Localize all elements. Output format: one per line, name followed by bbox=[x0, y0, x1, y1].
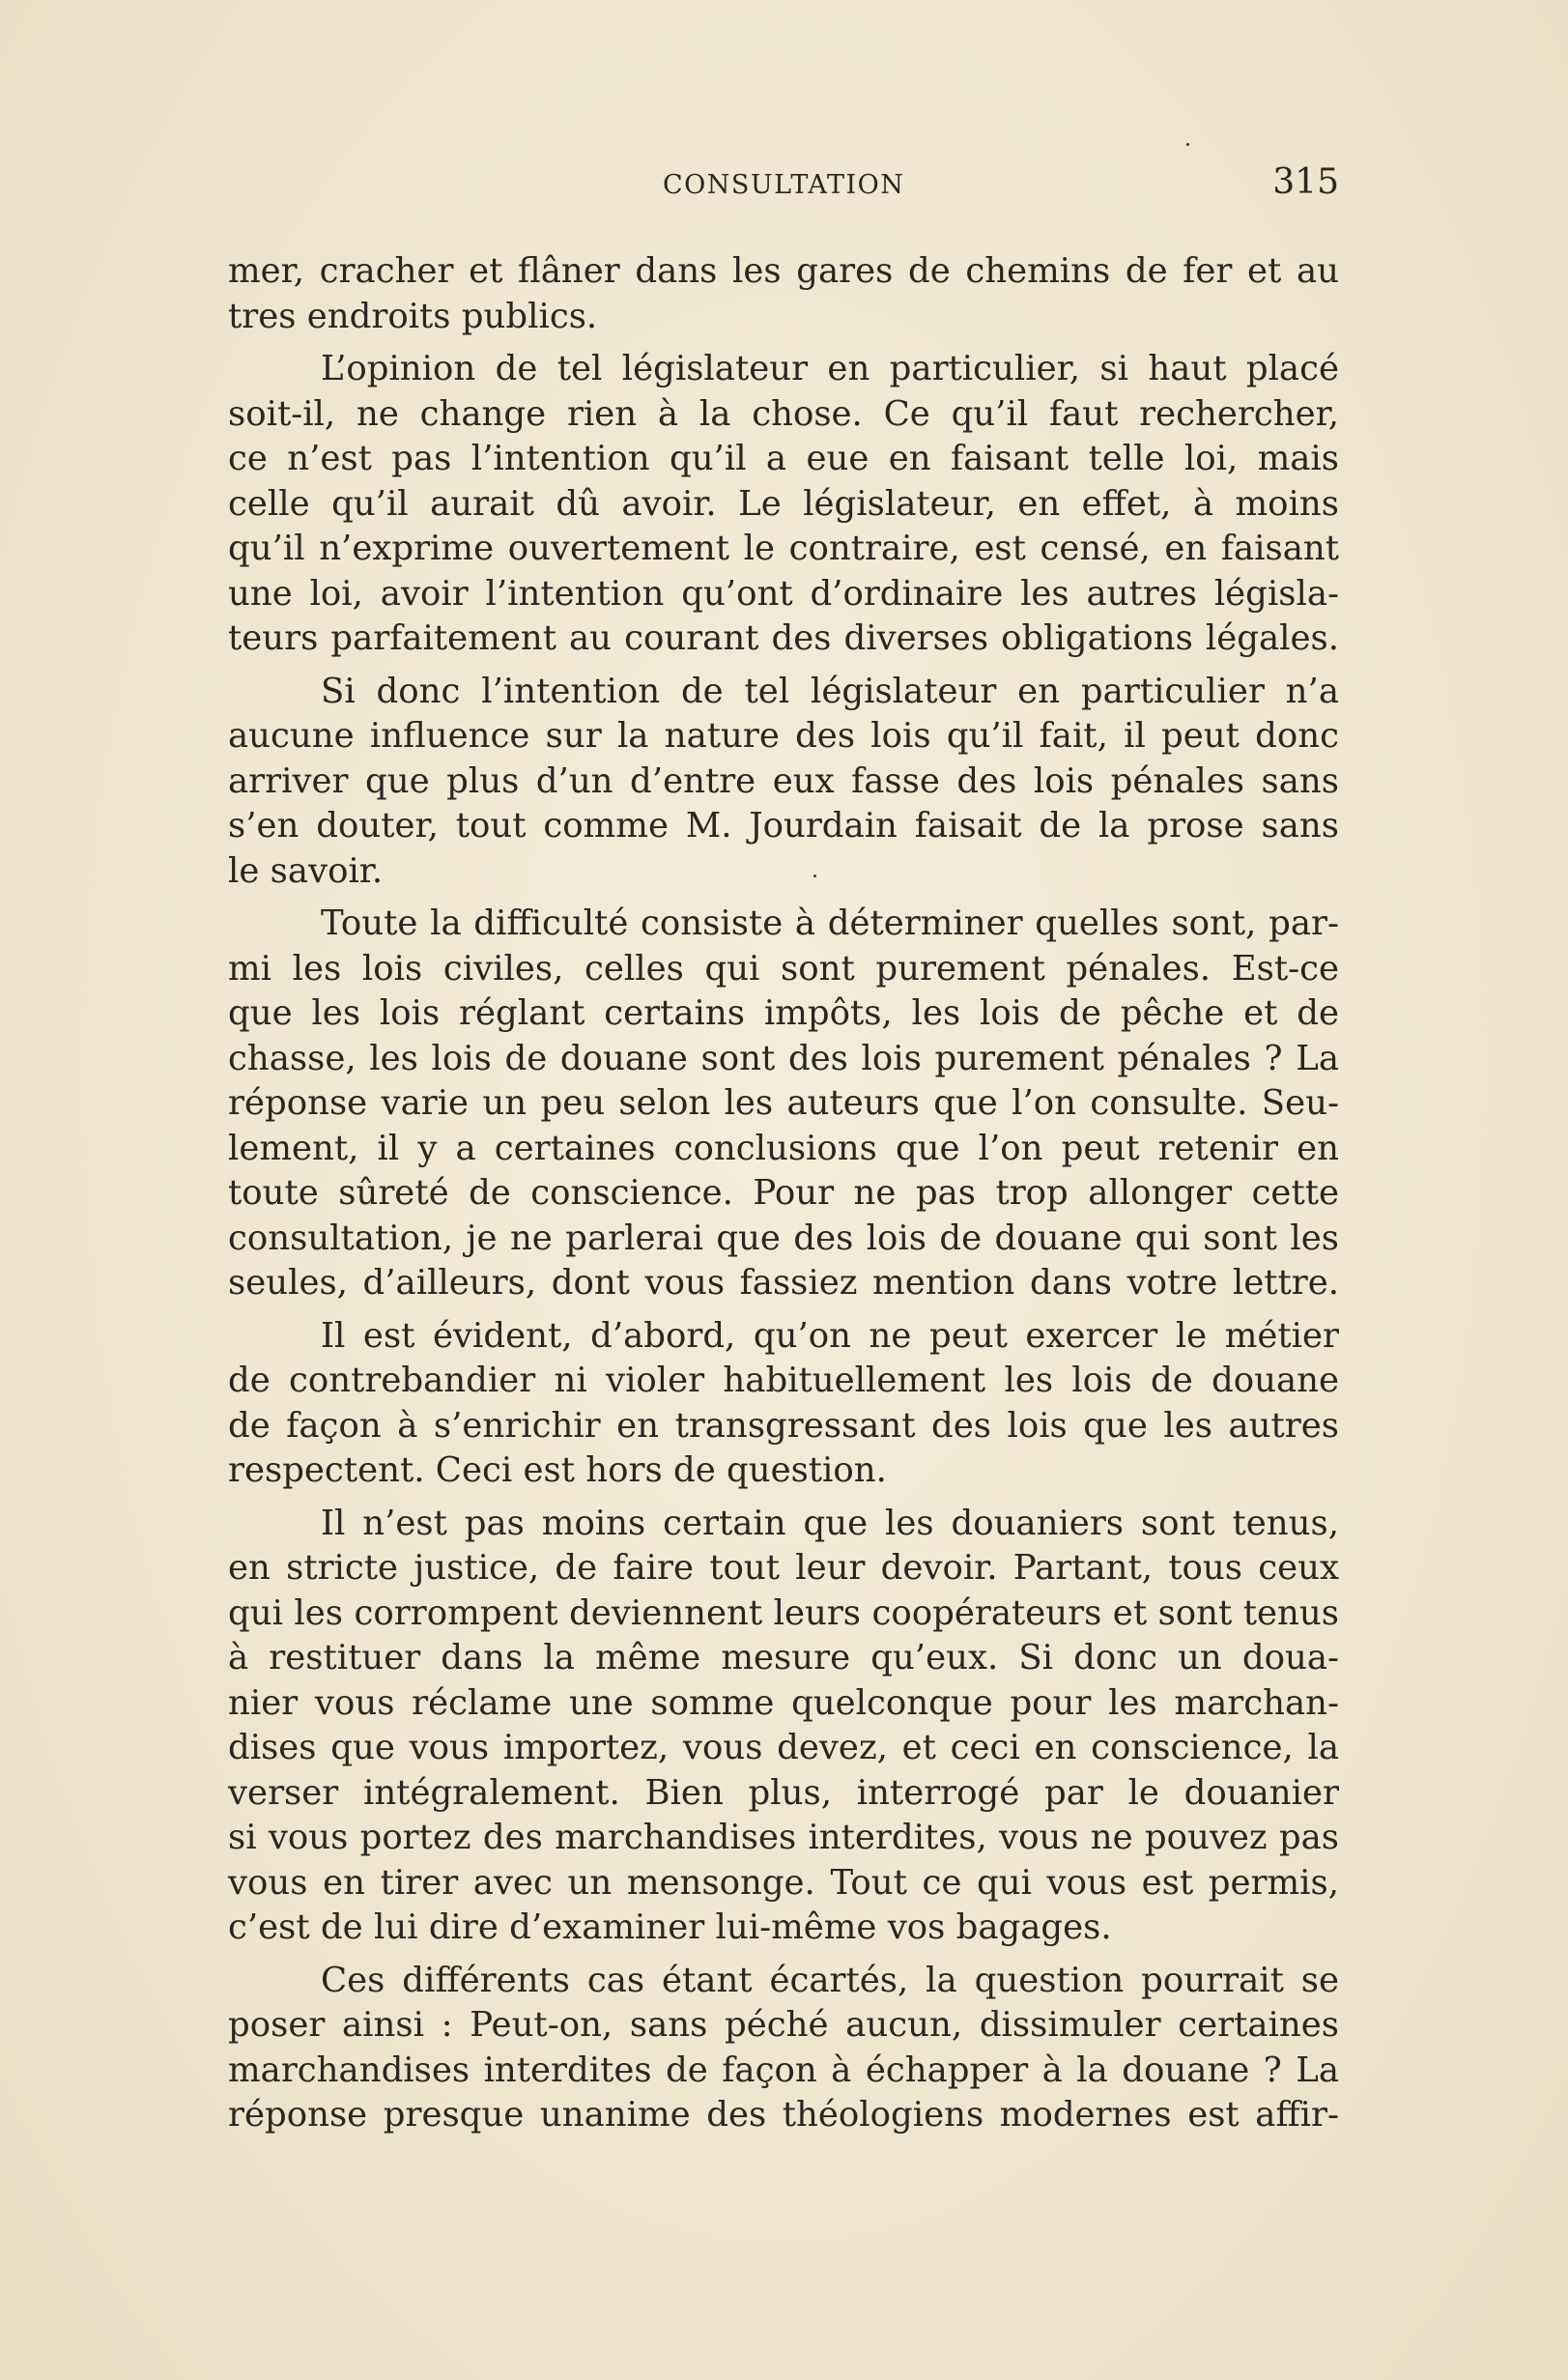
text-line: à restituer dans la même mesure qu’eux. Si donc un doua- bbox=[228, 1638, 1339, 1677]
text-line: poser ainsi : Peut-on, sans péché aucun, dissimuler certaines bbox=[228, 2005, 1339, 2045]
text-line: Si donc l’intention de tel législateur en particulier n’a bbox=[321, 671, 1339, 711]
paragraph bbox=[228, 902, 1339, 1306]
text-line: verser intégralement. Bien plus, interrogé par le douanier bbox=[228, 1772, 1339, 1813]
paper-speck bbox=[813, 875, 816, 877]
text-line: qui les corrompent deviennent leurs coopérateurs et sont tenus bbox=[228, 1592, 1339, 1633]
text-line: que les lois réglant certains impôts, les lois de pêche et de bbox=[228, 993, 1339, 1033]
text-line: si vous portez des marchandises interdites, vous ne pouvez pas bbox=[228, 1818, 1339, 1857]
text-line: mi les lois civiles, celles qui sont purement pénales. Est-ce bbox=[228, 948, 1339, 989]
text-line: teurs parfaitement au courant des diverses obligations légales. bbox=[228, 618, 1339, 658]
text-line: c’est de lui dire d’examiner lui-même vos bagages. bbox=[228, 1907, 1112, 1947]
paragraph bbox=[228, 670, 1339, 895]
text-line: nier vous réclame une somme quelconque pour les marchan- bbox=[228, 1682, 1339, 1723]
text-line: le savoir. bbox=[228, 850, 384, 891]
text-line: une loi, avoir l’intention qu’ont d’ordinaire les autres législa- bbox=[228, 573, 1339, 614]
text-line: de contrebandier ni violer habituellement les lois de douane bbox=[228, 1361, 1339, 1400]
text-line: ce n’est pas l’intention qu’il a eue en faisant telle loi, mais bbox=[228, 439, 1339, 478]
text-line: Toute la difficulté consiste à déterminer quelles sont, par- bbox=[321, 903, 1339, 943]
text-line: réponse presque unanime des théologiens modernes est affir- bbox=[228, 2095, 1339, 2135]
paragraph bbox=[228, 1502, 1339, 1951]
text-line: consultation, je ne parlerai que des lois de douane qui sont les bbox=[228, 1218, 1339, 1258]
text-line: L’opinion de tel législateur en particulier, si haut placé bbox=[321, 349, 1339, 388]
text-line: en stricte justice, de faire tout leur devoir. Partant, tous ceux bbox=[228, 1548, 1339, 1588]
text-line: dises que vous importez, vous devez, et ceci en conscience, la bbox=[228, 1728, 1339, 1767]
text-line: réponse varie un peu selon les auteurs que l’on consulte. Seu- bbox=[228, 1083, 1339, 1123]
text-line: seules, d’ailleurs, dont vous fassiez mention dans votre lettre. bbox=[228, 1263, 1339, 1303]
text-line: soit-il, ne change rien à la chose. Ce qu’il faut rechercher, bbox=[228, 393, 1339, 434]
paragraph bbox=[228, 347, 1339, 662]
paragraph bbox=[228, 1959, 1339, 2138]
text-line: s’en douter, tout comme M. Jourdain faisait de la prose sans bbox=[228, 806, 1339, 846]
text-line: Ces différents cas étant écartés, la question pourrait se bbox=[321, 1960, 1339, 2000]
text-line: Il est évident, d’abord, qu’on ne peut exercer le métier bbox=[321, 1315, 1339, 1356]
text-line: arriver que plus d’un d’entre eux fasse des lois pénales sans bbox=[228, 760, 1339, 801]
text-line: Il n’est pas moins certain que les douaniers sont tenus, bbox=[321, 1503, 1339, 1543]
paragraph bbox=[228, 249, 1339, 339]
text-line: aucune influence sur la nature des lois qu’il fait, il peut donc bbox=[228, 716, 1339, 756]
text-line: respectent. Ceci est hors de question. bbox=[228, 1450, 887, 1490]
text-line: qu’il n’exprime ouvertement le contraire, est censé, en faisant bbox=[228, 529, 1339, 568]
running-title: CONSULTATION bbox=[663, 170, 905, 200]
text-line: toute sûreté de conscience. Pour ne pas trop allonger cette bbox=[228, 1173, 1339, 1213]
body-text bbox=[228, 249, 1339, 2146]
paper-speck bbox=[1186, 143, 1189, 146]
text-line: de façon à s’enrichir en transgressant des lois que les autres bbox=[228, 1405, 1339, 1446]
text-line: tres endroits publics. bbox=[228, 296, 598, 336]
text-line: celle qu’il aurait dû avoir. Le législateur, en effet, à moins bbox=[228, 483, 1339, 524]
paragraph bbox=[228, 1314, 1339, 1494]
text-line: marchandises interdites de façon à échapper à la douane ? La bbox=[228, 2050, 1339, 2090]
running-head bbox=[228, 162, 1339, 211]
page-number: 315 bbox=[1272, 162, 1339, 202]
text-line: lement, il y a certaines conclusions que l’on peut retenir en bbox=[228, 1128, 1339, 1168]
text-line: chasse, les lois de douane sont des lois purement pénales ? La bbox=[228, 1038, 1339, 1078]
text-line: mer, cracher et flâner dans les gares de chemins de fer et au bbox=[228, 251, 1339, 291]
text-line: vous en tirer avec un mensonge. Tout ce qui vous est permis, bbox=[228, 1862, 1339, 1903]
